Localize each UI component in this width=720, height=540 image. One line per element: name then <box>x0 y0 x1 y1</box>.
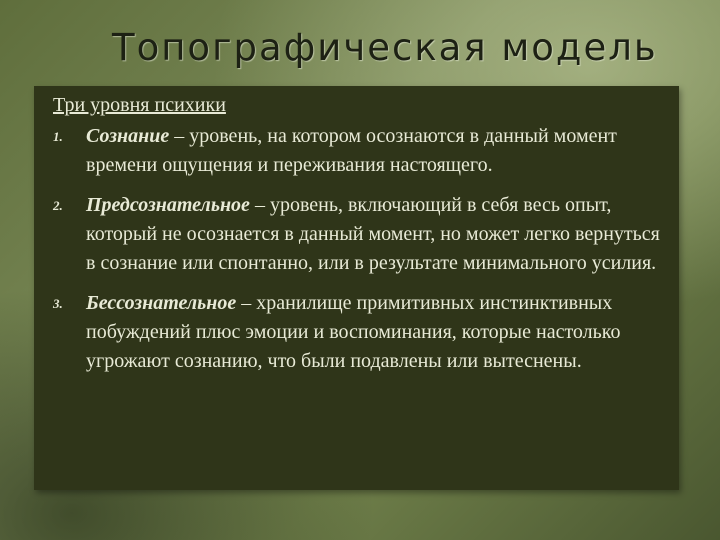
list-item-preconscious <box>53 191 665 278</box>
list-item-consciousness <box>53 122 665 180</box>
item-term: Сознание <box>86 125 170 147</box>
content-box <box>34 86 679 490</box>
item-number: 2. <box>53 198 63 213</box>
slide-title: Топографическая модель <box>112 26 658 69</box>
levels-list <box>53 122 665 376</box>
item-number: 3. <box>53 296 63 311</box>
item-description: – уровень, на котором осознаются в данный момент времени ощущения и переживания настоящего. <box>86 125 617 176</box>
item-text <box>86 122 665 180</box>
item-text <box>86 191 665 278</box>
item-number: 1. <box>53 129 63 144</box>
item-term: Предсознательное <box>86 194 250 216</box>
list-item-unconscious <box>53 289 665 376</box>
list-heading: Три уровня психики <box>53 94 226 116</box>
item-text <box>86 289 665 376</box>
item-description: – уровень, включающий в себя весь опыт, который не осознается в данный момент, но может легко вернуться в сознание или спонтанно, или в результате минимального усилия. <box>86 194 660 274</box>
item-term: Бессознательное <box>86 292 237 314</box>
item-description: – хранилище примитивных инстинктивных побуждений плюс эмоции и воспоминания, которые настолько угрожают сознанию, что были подавлены или вытеснены. <box>86 292 621 372</box>
